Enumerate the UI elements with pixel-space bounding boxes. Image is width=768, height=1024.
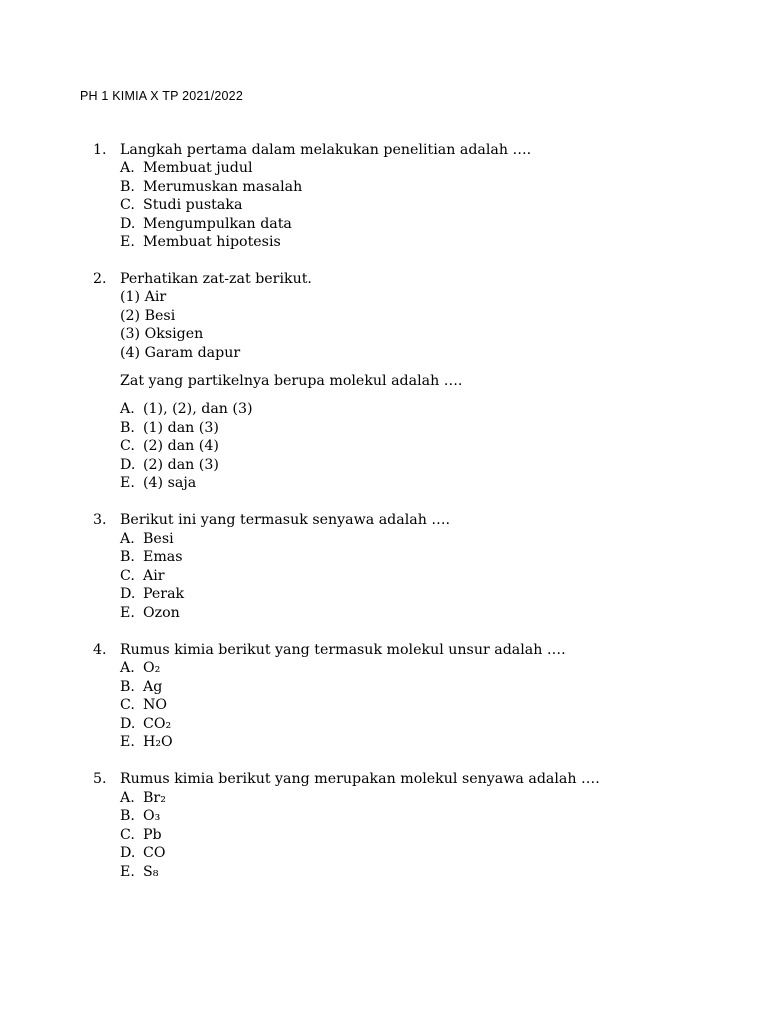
question-stem: Rumus kimia berikut yang merupakan molekul senyawa adalah …. (120, 771, 600, 787)
option-text: NO (143, 697, 168, 713)
list-item: (2) Besi (120, 308, 176, 324)
page-title: PH 1 KIMIA X TP 2021/2022 (80, 89, 243, 103)
option-text: Membuat hipotesis (143, 234, 281, 250)
question-prompt: Zat yang partikelnya berupa molekul adalah …. (120, 373, 463, 389)
option-text: Besi (143, 531, 174, 547)
question-number: 5. (93, 771, 107, 787)
option-letter: E. (120, 864, 135, 880)
option-text: Br₂ (143, 790, 166, 806)
option-text: Membuat judul (143, 160, 253, 176)
option-letter: D. (120, 845, 136, 861)
option-text: O₃ (143, 808, 161, 824)
option-text: (1) dan (3) (143, 420, 219, 436)
option-letter: A. (120, 790, 135, 806)
option-letter: E. (120, 734, 135, 750)
option-text: Pb (143, 827, 162, 843)
option-letter: C. (120, 438, 135, 454)
option-text: (2) dan (3) (143, 457, 219, 473)
question-stem: Perhatikan zat-zat berikut. (120, 271, 312, 287)
option-text: CO₂ (143, 716, 172, 732)
option-text: Mengumpulkan data (143, 216, 292, 232)
option-text: Ag (143, 679, 163, 695)
option-letter: D. (120, 586, 136, 602)
question-stem: Berikut ini yang termasuk senyawa adalah …. (120, 512, 451, 528)
question-number: 4. (93, 642, 107, 658)
option-letter: B. (120, 549, 135, 565)
option-text: Studi pustaka (143, 197, 243, 213)
list-item: (4) Garam dapur (120, 345, 241, 361)
option-text: S₈ (143, 864, 159, 880)
question-number: 3. (93, 512, 107, 528)
option-text: Emas (143, 549, 183, 565)
option-letter: C. (120, 697, 135, 713)
option-letter: C. (120, 827, 135, 843)
option-text: Perak (143, 586, 185, 602)
option-letter: E. (120, 234, 135, 250)
option-text: Merumuskan masalah (143, 179, 303, 195)
option-text: Air (143, 568, 165, 584)
option-text: (4) saja (143, 475, 197, 491)
question-stem: Rumus kimia berikut yang termasuk molekul unsur adalah …. (120, 642, 566, 658)
option-letter: D. (120, 716, 136, 732)
option-letter: B. (120, 179, 135, 195)
option-letter: E. (120, 475, 135, 491)
option-letter: A. (120, 660, 135, 676)
option-letter: A. (120, 160, 135, 176)
list-item: (3) Oksigen (120, 326, 204, 342)
option-letter: A. (120, 531, 135, 547)
option-letter: C. (120, 197, 135, 213)
option-letter: D. (120, 216, 136, 232)
option-letter: B. (120, 679, 135, 695)
option-letter: A. (120, 401, 135, 417)
option-text: CO (143, 845, 166, 861)
question-stem: Langkah pertama dalam melakukan penelitian adalah …. (120, 142, 532, 158)
option-letter: D. (120, 457, 136, 473)
option-letter: B. (120, 420, 135, 436)
option-text: (2) dan (4) (143, 438, 219, 454)
option-text: Ozon (143, 605, 180, 621)
question-number: 2. (93, 271, 107, 287)
option-letter: B. (120, 808, 135, 824)
question-number: 1. (93, 142, 107, 158)
option-letter: C. (120, 568, 135, 584)
option-text: (1), (2), dan (3) (143, 401, 253, 417)
list-item: (1) Air (120, 289, 167, 305)
option-letter: E. (120, 605, 135, 621)
option-text: H₂O (143, 734, 173, 750)
option-text: O₂ (143, 660, 161, 676)
